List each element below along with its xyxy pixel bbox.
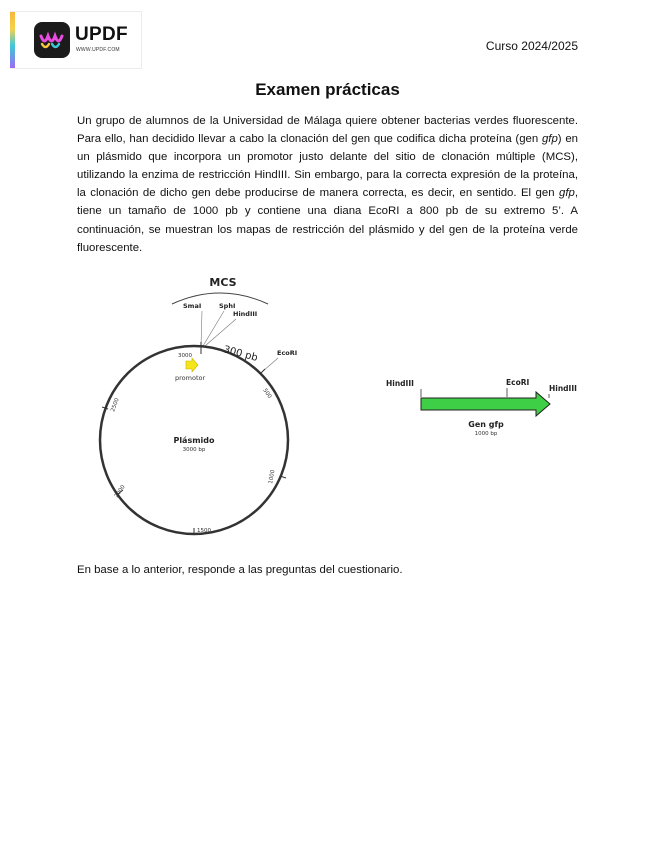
- intro-text-3: , tiene un tamaño de 1000 pb y contiene una diana EcoRI a 800 pb de su extremo 5’. A continuación, se muestran los mapas de restricción del plásmido y del gen de la proteína verde fluorescente.: [77, 187, 578, 254]
- smai-site-label: SmaI: [183, 302, 202, 310]
- course-label: Curso 2024/2025: [485, 39, 578, 53]
- hindiii-leader-line: [205, 319, 236, 346]
- plasmid-size: 3000 bp: [182, 447, 206, 453]
- smai-leader-line: [201, 311, 202, 346]
- promoter-label: promotor: [175, 374, 206, 382]
- tick-label-1500: 1500: [197, 528, 211, 534]
- sphi-leader-line: [203, 311, 224, 346]
- logo-color-stripe: [10, 12, 15, 68]
- intro-paragraph: [77, 112, 578, 257]
- gene-right-hindiii-label: HindIII: [549, 384, 577, 393]
- tick-label-2000: 2000: [113, 484, 127, 500]
- updf-logo-icon: [34, 22, 70, 58]
- tick-label-2500: 2500: [110, 397, 121, 413]
- tick-label-1000: 1000: [268, 469, 277, 485]
- gfp-gene-arrow: [421, 392, 550, 416]
- page-title: Examen prácticas: [255, 80, 400, 99]
- hindiii-site-label: HindIII: [233, 310, 258, 318]
- plasmid-name: Plásmido: [173, 436, 215, 445]
- mcs-label: MCS: [209, 276, 237, 289]
- gene-name-italic: gfp: [541, 133, 558, 146]
- intro-text-2: ) en un plásmido que incorpora un promotor justo delante del sitio de clonación múltiple (MCS), utilizando la enzima de restricción HindIII. Sin embargo, para la correcta expresión de la proteína, la clonación de dicho gen debe producirse de manera correcta, es decir, en sentido. El gen: [77, 133, 578, 200]
- tick-label-500: 500: [261, 387, 273, 400]
- logo-name: UPDF: [75, 24, 128, 45]
- sphi-site-label: SphI: [219, 302, 236, 310]
- updf-logo: [10, 11, 142, 69]
- tick-mark: [260, 369, 265, 374]
- promoter-arrow-icon: [186, 358, 198, 372]
- gene-name: Gen gfp: [468, 420, 504, 429]
- gene-size: 1000 bp: [474, 431, 498, 437]
- distance-300-label: 300 pb: [222, 344, 259, 364]
- ecori-site-label: EcoRI: [277, 349, 298, 357]
- logo-url: WWW.UPDF.COM: [76, 47, 120, 53]
- closing-instruction: En base a lo anterior, responde a las preguntas del cuestionario.: [77, 564, 403, 576]
- gene-left-hindiii-label: HindIII: [386, 379, 414, 388]
- intro-text-1: Un grupo de alumnos de la Universidad de Málaga quiere obtener bacterias verdes fluorescente. Para ello, han decidido llevar a cabo la clonación del gen que codifica dicha proteína (gen: [77, 115, 578, 146]
- restriction-maps-figure: [0, 262, 655, 552]
- gene-name-italic: gfp: [558, 187, 575, 200]
- gene-ecori-label: EcoRI: [506, 378, 530, 387]
- tick-label-3000: 3000: [178, 353, 192, 359]
